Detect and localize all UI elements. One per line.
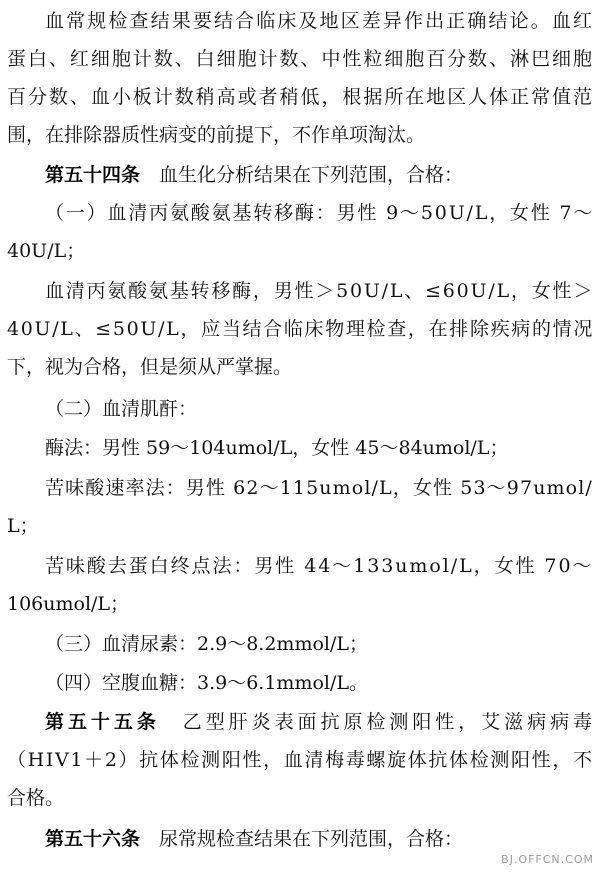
line-text: （四）空腹血糖：3.9～6.1mmol/L。 — [45, 672, 369, 694]
line-text: 血常规检查结果要结合临床及地区差异作出正确结论。血红 — [45, 10, 595, 32]
text-line — [45, 397, 197, 421]
article-heading-line — [45, 163, 463, 187]
line-text: 40U/L、≤50U/L，应当结合临床物理检查，在排除疾病的情况 — [7, 318, 595, 340]
text-line — [45, 9, 594, 33]
line-text: L； — [7, 515, 39, 537]
text-line — [7, 123, 425, 147]
text-line — [45, 436, 508, 460]
text-line — [7, 514, 39, 538]
line-text: （三）血清尿素：2.9～8.2mmol/L； — [45, 633, 369, 655]
text-line — [7, 786, 64, 810]
text-line — [45, 279, 594, 303]
text-line — [7, 317, 594, 341]
text-line — [45, 632, 368, 656]
article-number: 第五十六条 — [45, 828, 141, 850]
line-text: 乙型肝炎表面抗原检测阳性，艾滋病病毒 — [159, 711, 596, 733]
text-line — [45, 671, 368, 695]
line-text: 苦味酸去蛋白终点法：男性 44～133umol/L，女性 70～ — [45, 555, 594, 577]
line-text: 40U/L； — [7, 240, 86, 262]
line-text: 苦味酸速率法：男性 62～115umol/L，女性 53～97umol/ — [45, 477, 593, 499]
text-line — [45, 476, 593, 500]
line-text: 血清丙氨酸氨基转移酶，男性＞50U/L、≤60U/L，女性＞ — [45, 280, 595, 302]
line-text: 尿常规检查结果在下列范围，合格： — [140, 828, 464, 850]
line-text: （一）血清丙氨酸氨基转移酶：男性 9～50U/L，女性 7～ — [45, 202, 595, 224]
line-text: 百分数、血小板计数稍高或者稍低，根据所在地区人体正常值范 — [7, 86, 594, 108]
text-line — [7, 47, 594, 71]
text-line — [7, 85, 594, 109]
article-heading-line — [45, 710, 596, 734]
text-line — [7, 355, 292, 379]
article-number: 第五十四条 — [45, 164, 141, 186]
watermark: BJ.OFFCN.COM — [501, 853, 594, 866]
line-text: （二）血清肌酐： — [45, 398, 198, 420]
article-heading-line — [45, 827, 463, 851]
text-line — [45, 201, 594, 225]
line-text: 蛋白、红细胞计数、白细胞计数、中性粒细胞百分数、淋巴细胞 — [7, 48, 594, 70]
text-line — [7, 239, 85, 263]
article-number: 第五十五条 — [45, 711, 160, 733]
line-text: 106umol/L； — [7, 593, 130, 615]
line-text: 血生化分析结果在下列范围，合格： — [140, 164, 464, 186]
line-text: 合格。 — [7, 787, 65, 809]
line-text: 下，视为合格，但是须从严掌握。 — [7, 356, 293, 378]
text-line — [7, 592, 129, 616]
line-text: 围，在排除器质性病变的前提下，不作单项淘汰。 — [7, 124, 426, 146]
text-line — [45, 554, 593, 578]
line-text: 酶法：男性 59～104umol/L，女性 45～84umol/L； — [45, 437, 509, 459]
text-line — [7, 748, 594, 772]
line-text: （HIV1＋2）抗体检测阳性，血清梅毒螺旋体抗体检测阳性，不 — [7, 749, 594, 771]
